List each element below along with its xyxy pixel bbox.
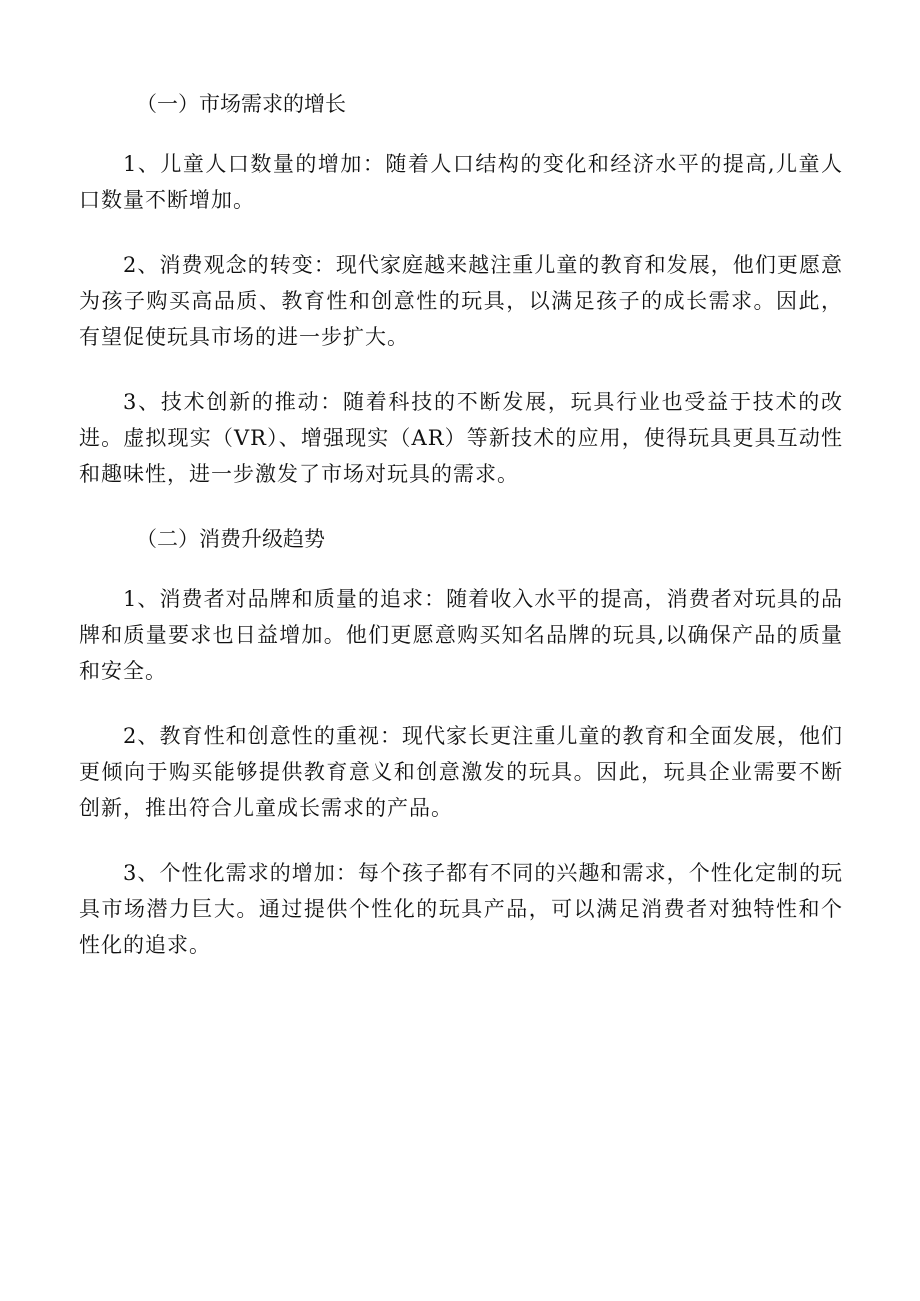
paragraph-consumption-concept: 2、消费观念的转变：现代家庭越来越注重儿童的教育和发展，他们更愿意为孩子购买高品质、教育性和创意性的玩具，以满足孩子的成长需求。因此，有望促使玩具市场的进一步扩大。 [79,253,843,349]
paragraph-child-population: 1、儿童人口数量的增加：随着人口结构的变化和经济水平的提高,儿童人口数量不断增加。 [79,152,843,212]
section-heading-market-demand: （一）市场需求的增长 [136,92,346,116]
paragraph-tech-innovation: 3、技术创新的推动：随着科技的不断发展，玩具行业也受益于技术的改进。虚拟现实（VR）、增强现实（AR）等新技术的应用，使得玩具更具互动性和趣味性，进一步激发了市场对玩具的需求。 [79,390,843,486]
spacer [79,689,843,718]
section-heading-consumption-upgrade: （二）消费升级趋势 [136,527,325,551]
paragraph-educational-creative: 2、教育性和创意性的重视：现代家长更注重儿童的教育和全面发展，他们更倾向于购买能够提供教育意义和创意激发的玩具。因此，玩具企业需要不断创新，推出符合儿童成长需求的产品。 [79,724,843,820]
spacer [79,557,843,581]
spacer [79,826,843,855]
spacer [79,355,843,384]
document-body [79,86,843,963]
paragraph-brand-quality: 1、消费者对品牌和质量的追求：随着收入水平的提高，消费者对玩具的品牌和质量要求也日益增加。他们更愿意购买知名品牌的玩具,以确保产品的质量和安全。 [79,587,843,683]
spacer [79,218,843,247]
paragraph-personalization: 3、个性化需求的增加：每个孩子都有不同的兴趣和需求，个性化定制的玩具市场潜力巨大。通过提供个性化的玩具产品，可以满足消费者对独特性和个性化的追求。 [79,861,843,957]
spacer [79,122,843,146]
spacer [79,492,843,521]
